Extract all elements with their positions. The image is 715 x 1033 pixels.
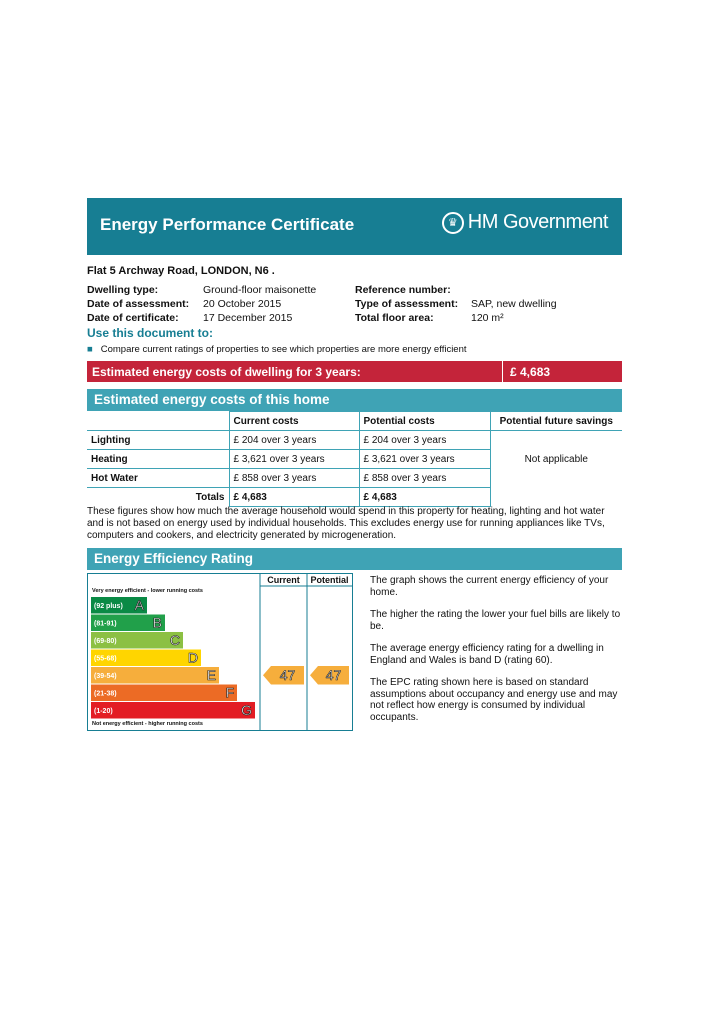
row-label-lighting: Lighting: [87, 431, 229, 450]
table-totals-row: [87, 488, 622, 507]
table-header-row: [87, 412, 622, 431]
band-letter-a: A: [134, 597, 144, 613]
efficiency-section-title: Energy Efficiency Rating: [94, 551, 254, 566]
bullet-icon: ■: [87, 344, 93, 355]
potential-column-label: Potential: [310, 575, 349, 585]
totals-blank: [490, 488, 622, 507]
band-letter-c: C: [169, 632, 180, 648]
savings-value: Not applicable: [490, 431, 622, 488]
lighting-potential: £ 204 over 3 years: [359, 431, 490, 450]
efficient-note: Very energy efficient - lower running costs: [92, 588, 203, 594]
table-header-savings: Potential future savings: [490, 412, 622, 431]
band-range-e: (39-54): [94, 673, 117, 680]
inefficient-note: Not energy efficient - higher running costs: [92, 721, 203, 727]
details-left: [87, 283, 316, 325]
band-letter-b: B: [152, 614, 162, 631]
hot-water-current: £ 858 over 3 years: [229, 469, 359, 488]
estimated-costs-value: £ 4,683: [510, 365, 551, 379]
table-header-potential: Potential costs: [359, 412, 490, 431]
hm-government-logo: [442, 211, 608, 234]
hm-government-text: HM Government: [467, 211, 608, 233]
rating-text-2: The higher the rating the lower your fuel bills are likely to be.: [370, 609, 621, 632]
epc-header: [87, 198, 622, 255]
band-range-a: (92 plus): [94, 603, 123, 610]
dwelling-type-label: Dwelling type:: [87, 284, 159, 296]
band-range-d: (55-68): [94, 655, 117, 663]
band-range-f: (21-38): [94, 690, 117, 698]
heating-current: £ 3,621 over 3 years: [229, 450, 359, 469]
current-column-label: Current: [267, 575, 300, 585]
totals-label: Totals: [87, 488, 229, 507]
estimated-costs-bar: [87, 361, 622, 382]
estimated-costs-divider: [502, 361, 503, 382]
energy-costs-table: [87, 411, 622, 507]
totals-current: £ 4,683: [229, 488, 359, 507]
rating-chart-box: [87, 573, 353, 731]
band-range-c: (69-80): [94, 638, 117, 645]
current-rating-value: 47: [279, 667, 296, 683]
band-letter-g: G: [241, 702, 252, 718]
lighting-current: £ 204 over 3 years: [229, 431, 359, 450]
estimated-costs-label: Estimated energy costs of dwelling for 3 years:: [92, 365, 361, 379]
rating-text-3: The average energy efficiency rating for a dwelling in England and Wales is band D (rating 60).: [370, 643, 604, 666]
use-document-title: Use this document to:: [87, 326, 214, 340]
totals-potential: £ 4,683: [359, 488, 490, 507]
assessment-type-value: SAP, new dwelling: [471, 298, 557, 310]
row-label-hot-water: Hot Water: [87, 469, 229, 488]
band-range-b: (81-91): [94, 620, 117, 628]
figures-note: These figures show how much the average household would spend in this property for heating, lighting and hot water and is not based on energy used by individual households. This excludes energy use for running appliances like TVs, computers and cookers, and electricity generated by microgeneration.: [87, 506, 605, 541]
efficiency-section-header: [87, 548, 622, 570]
assessment-date-label: Date of assessment:: [87, 298, 190, 310]
certificate-date-value: 17 December 2015: [203, 312, 293, 324]
band-bar-g: [91, 702, 255, 719]
rating-text-4: The EPC rating shown here is based on standard assumptions about occupancy and energy use and may not reflect how energy is consumed by individual occupants.: [370, 677, 618, 723]
dwelling-type-value: Ground-floor maisonette: [203, 284, 317, 296]
band-range-g: (1-20): [94, 708, 113, 715]
rating-text-1: The graph shows the current energy efficiency of your home.: [370, 575, 609, 598]
band-letter-f: F: [225, 684, 234, 701]
hot-water-potential: £ 858 over 3 years: [359, 469, 490, 488]
costs-section-title: Estimated energy costs of this home: [94, 392, 330, 407]
potential-rating-value: 47: [325, 667, 342, 683]
details-right: [355, 283, 557, 325]
table-header-blank: [87, 412, 229, 431]
floor-area-label: Total floor area:: [355, 312, 434, 324]
usage-bullet: [87, 344, 467, 355]
rating-explanation: [370, 575, 622, 734]
row-label-heating: Heating: [87, 450, 229, 469]
costs-section-header: [87, 389, 622, 411]
usage-bullet-text: Compare current ratings of properties to see which properties are more energy efficient: [100, 344, 467, 355]
certificate-title: Energy Performance Certificate: [100, 215, 355, 234]
table-row: [87, 431, 622, 450]
table-header-current: Current costs: [229, 412, 359, 431]
reference-number-label: Reference number:: [355, 284, 451, 296]
certificate-date-label: Date of certificate:: [87, 312, 179, 324]
royal-crest-icon: ♛: [442, 212, 464, 234]
assessment-type-label: Type of assessment:: [355, 298, 459, 310]
heating-potential: £ 3,621 over 3 years: [359, 450, 490, 469]
assessment-date-value: 20 October 2015: [203, 298, 282, 310]
property-address: Flat 5 Archway Road, LONDON, N6 .: [87, 265, 275, 277]
floor-area-value: 120 m²: [471, 312, 504, 324]
energy-rating-chart: [88, 574, 352, 730]
band-letter-e: E: [206, 667, 216, 683]
band-letter-d: D: [187, 649, 198, 666]
